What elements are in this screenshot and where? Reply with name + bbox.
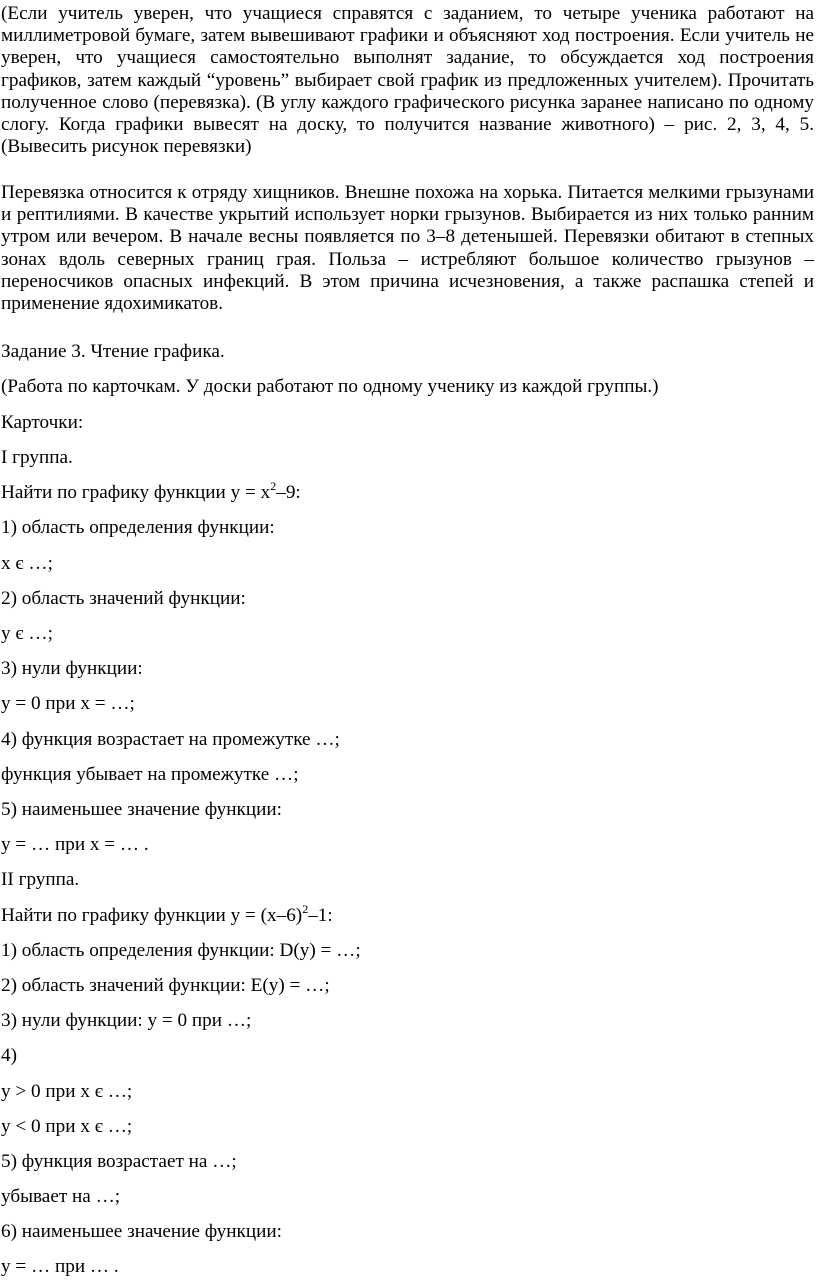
cards-label: Карточки: xyxy=(1,412,84,433)
group2-item: 1) область определения функции: D(y) = …; xyxy=(1,940,361,961)
group1-item: 3) нули функции: xyxy=(1,658,143,679)
group1-task xyxy=(1,478,301,504)
group2-item: 5) функция возрастает на …; xyxy=(1,1151,237,1172)
group1-item: y є …; xyxy=(1,623,53,644)
group1-item: функция убывает на промежутке …; xyxy=(1,764,299,785)
group1-item: y = 0 при x = …; xyxy=(1,693,135,714)
group2-item: 6) наименьшее значение функции: xyxy=(1,1221,283,1242)
group2-item: y < 0 при x є …; xyxy=(1,1116,133,1137)
group2-item: y > 0 при x є …; xyxy=(1,1081,133,1102)
group1-task-exponent: 2 xyxy=(270,478,277,493)
task-note: (Работа по карточкам. У доски работают по одному ученику из каждой группы.) xyxy=(1,376,659,397)
group2-heading: II группа. xyxy=(1,869,80,890)
group2-task xyxy=(1,901,333,927)
group2-task-suffix: –1: xyxy=(308,905,333,926)
group1-task-prefix: Найти по графику функции y = x xyxy=(1,482,271,503)
group2-item: 4) xyxy=(1,1045,17,1066)
intro-paragraph: (Если учитель уверен, что учащиеся справятся с заданием, то четыре ученика работают на миллиметровой бумаге, затем вывешивают графики и объясняют ход построения. Если учитель не уверен, что учащиеся самостоятельно выполнят задание, то обсуждается ход построения графиков, затем каждый “уровень” выбирает свой график из предложенных учителем). Прочитать полученное слово (перевязка). (В углу каждого графического рисунка заранее написано по одному слогу. Когда графики вывесят на доску, то получится название животного) – рис. 2, 3, 4, 5. (Вывесить рисунок перевязки) xyxy=(1,3,814,158)
group2-item: убывает на …; xyxy=(1,1186,121,1207)
group1-item: 1) область определения функции: xyxy=(1,517,275,538)
group2-task-exponent: 2 xyxy=(302,901,309,916)
group2-task-prefix: Найти по графику функции y = (x–6) xyxy=(1,905,303,926)
group1-item: 5) наименьшее значение функции: xyxy=(1,799,283,820)
group1-heading: I группа. xyxy=(1,447,73,468)
group2-item: y = … при … . xyxy=(1,1256,119,1277)
group1-item: y = … при x = … . xyxy=(1,834,149,855)
group1-item: 2) область значений функции: xyxy=(1,588,246,609)
animal-description-paragraph: Перевязка относится к отряду хищников. Внешне похожа на хорька. Питается мелкими грызунами и рептилиями. В качестве укрытий использует норки грызунов. Выбирается из них только ранним утром или вечером. В начале весны появляется по 3–8 детенышей. Перевязки обитают в степных зонах вдоль северных границ грая. Польза – истребляют большое количество грызунов – переносчиков опасных инфекций. В этом причина исчезновения, а также распашка степей и применение ядохимикатов. xyxy=(1,182,814,315)
group1-item: 4) функция возрастает на промежутке …; xyxy=(1,729,340,750)
task-title: Задание 3. Чтение графика. xyxy=(1,341,225,362)
group2-item: 3) нули функции: y = 0 при …; xyxy=(1,1010,252,1031)
group2-item: 2) область значений функции: E(y) = …; xyxy=(1,975,330,996)
group1-item: x є …; xyxy=(1,553,53,574)
group1-task-suffix: –9: xyxy=(276,482,301,503)
